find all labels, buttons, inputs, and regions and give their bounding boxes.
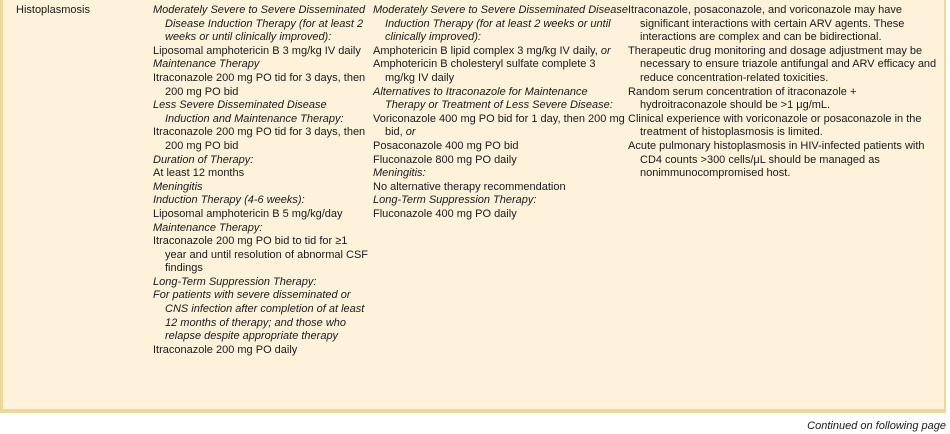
alternative-line-text: Amphotericin B lipid complex 3 mg/kg IV daily,: [373, 44, 601, 57]
comment-line: [628, 113, 946, 140]
alternative-line: [373, 194, 628, 208]
preferred-line-text: Itraconazole 200 mg PO tid for 3 days, then 200 mg PO bid: [153, 71, 366, 98]
comment-line: [628, 86, 946, 113]
alternative-line-text: Long-Term Suppression Therapy:: [373, 194, 537, 207]
condition-name: Histoplasmosis: [16, 4, 90, 16]
alternative-line: [373, 4, 628, 45]
alternative-line: [373, 86, 628, 113]
preferred-line-text: Itraconazole 200 mg PO tid for 3 days, then 200 mg PO bid: [153, 126, 366, 152]
condition-cell: [16, 4, 146, 18]
alternative-line: [373, 167, 628, 181]
preferred-line: [153, 235, 371, 276]
preferred-line-text: Induction Therapy (4-6 weeks):: [153, 194, 305, 207]
preferred-line: [153, 276, 371, 290]
preferred-line: [153, 4, 371, 45]
alternative-line: [373, 140, 628, 154]
preferred-line: [153, 99, 371, 126]
preferred-line-text: Maintenance Therapy: [153, 58, 260, 71]
preferred-line: [153, 72, 371, 99]
alternative-line-text: No alternative therapy recommendation: [373, 180, 566, 193]
comment-line-text: Acute pulmonary histoplasmosis in HIV-infected patients with CD4 counts >300 cells/μL should be managed as nonimmunocompromised host.: [628, 139, 925, 180]
preferred-line-text: Liposomal amphotericin B 5 mg/kg/day: [153, 207, 343, 220]
preferred-line: [153, 289, 371, 343]
preferred-line-text: For patients with severe disseminated or CNS infection after completion of at least 12 months of therapy; and those who relapse despite appropriate therapy: [153, 289, 365, 343]
alternative-line-text: Amphotericin B cholesteryl sulfate complete 3 mg/kg IV daily: [373, 58, 596, 84]
alternative-line-text: Posaconazole 400 mg PO bid: [373, 139, 519, 152]
preferred-line: [153, 154, 371, 168]
alternative-line-text: Fluconazole 800 mg PO daily: [373, 153, 517, 166]
preferred-line-text: Itraconazole 200 mg PO daily: [153, 343, 298, 356]
alternative-line-suffix: or: [405, 126, 416, 139]
preferred-line: [153, 222, 371, 236]
comment-line: [628, 45, 946, 86]
alternative-line-text: Meningitis:: [373, 167, 426, 180]
comment-line: [628, 140, 946, 181]
alternative-therapy-cell: [373, 4, 628, 222]
preferred-line-text: Liposomal amphotericin B 3 mg/kg IV daily: [153, 44, 361, 57]
preferred-line-text: Less Severe Disseminated Disease Induction and Maintenance Therapy:: [153, 99, 344, 125]
preferred-line-text: Duration of Therapy:: [153, 153, 254, 166]
preferred-line-text: Itraconazole 200 mg PO bid to tid for ≥1 year and until resolution of abnormal CSF findings: [153, 235, 368, 275]
preferred-line: [153, 167, 371, 181]
comment-line-text: Clinical experience with voriconazole or posaconazole in the treatment of histoplasmosis is limited.: [628, 112, 922, 139]
comment-line-text: Itraconazole, posaconazole, and voriconazole may have significant interactions with certain ARV agents. These interactions are complex and can be bidirectional.: [628, 4, 905, 44]
alternative-line-text: Alternatives to Itraconazole for Maintenance Therapy or Treatment of Less Severe Disease:: [373, 85, 613, 112]
comment-line: [628, 4, 946, 45]
alternative-line-text: Voriconazole 400 mg PO bid for 1 day, then 200 mg bid,: [373, 112, 625, 139]
alternative-line: [373, 208, 628, 222]
preferred-line-text: Maintenance Therapy:: [153, 221, 263, 234]
preferred-line-text: At least 12 months: [153, 167, 245, 180]
alternative-line-text: Moderately Severe to Severe Disseminated Disease Induction Therapy (for at least 2 weeks or until clinically improved):: [373, 4, 628, 44]
preferred-line: [153, 45, 371, 59]
continued-note: Continued on following page: [807, 420, 946, 432]
preferred-line: [153, 181, 371, 195]
preferred-line: [153, 126, 371, 153]
alternative-line: [373, 154, 628, 168]
alternative-line: [373, 181, 628, 195]
preferred-line: [153, 58, 371, 72]
alternative-line: [373, 58, 628, 85]
comments-cell: [628, 4, 946, 181]
alternative-line: [373, 113, 628, 140]
preferred-line-text: Moderately Severe to Severe Disseminated Disease Induction Therapy (for at least 2 weeks or until clinically improved):: [153, 4, 366, 44]
preferred-therapy-cell: [153, 4, 371, 357]
alternative-line: [373, 45, 628, 59]
preferred-line-text: Long-Term Suppression Therapy:: [153, 275, 317, 288]
preferred-line: [153, 194, 371, 208]
alternative-line-suffix: or: [600, 44, 611, 57]
preferred-line: [153, 208, 371, 222]
preferred-line-text: Meningitis: [153, 180, 203, 193]
preferred-line: [153, 344, 371, 358]
comment-line-text: Random serum concentration of itraconazole + hydroitraconazole should be >1 μg/mL.: [628, 85, 857, 112]
comment-line-text: Therapeutic drug monitoring and dosage adjustment may be necessary to ensure triazole antifungal and ARV efficacy and reduce concentration-related toxicities.: [628, 44, 937, 84]
alternative-line-text: Fluconazole 400 mg PO daily: [373, 207, 517, 220]
